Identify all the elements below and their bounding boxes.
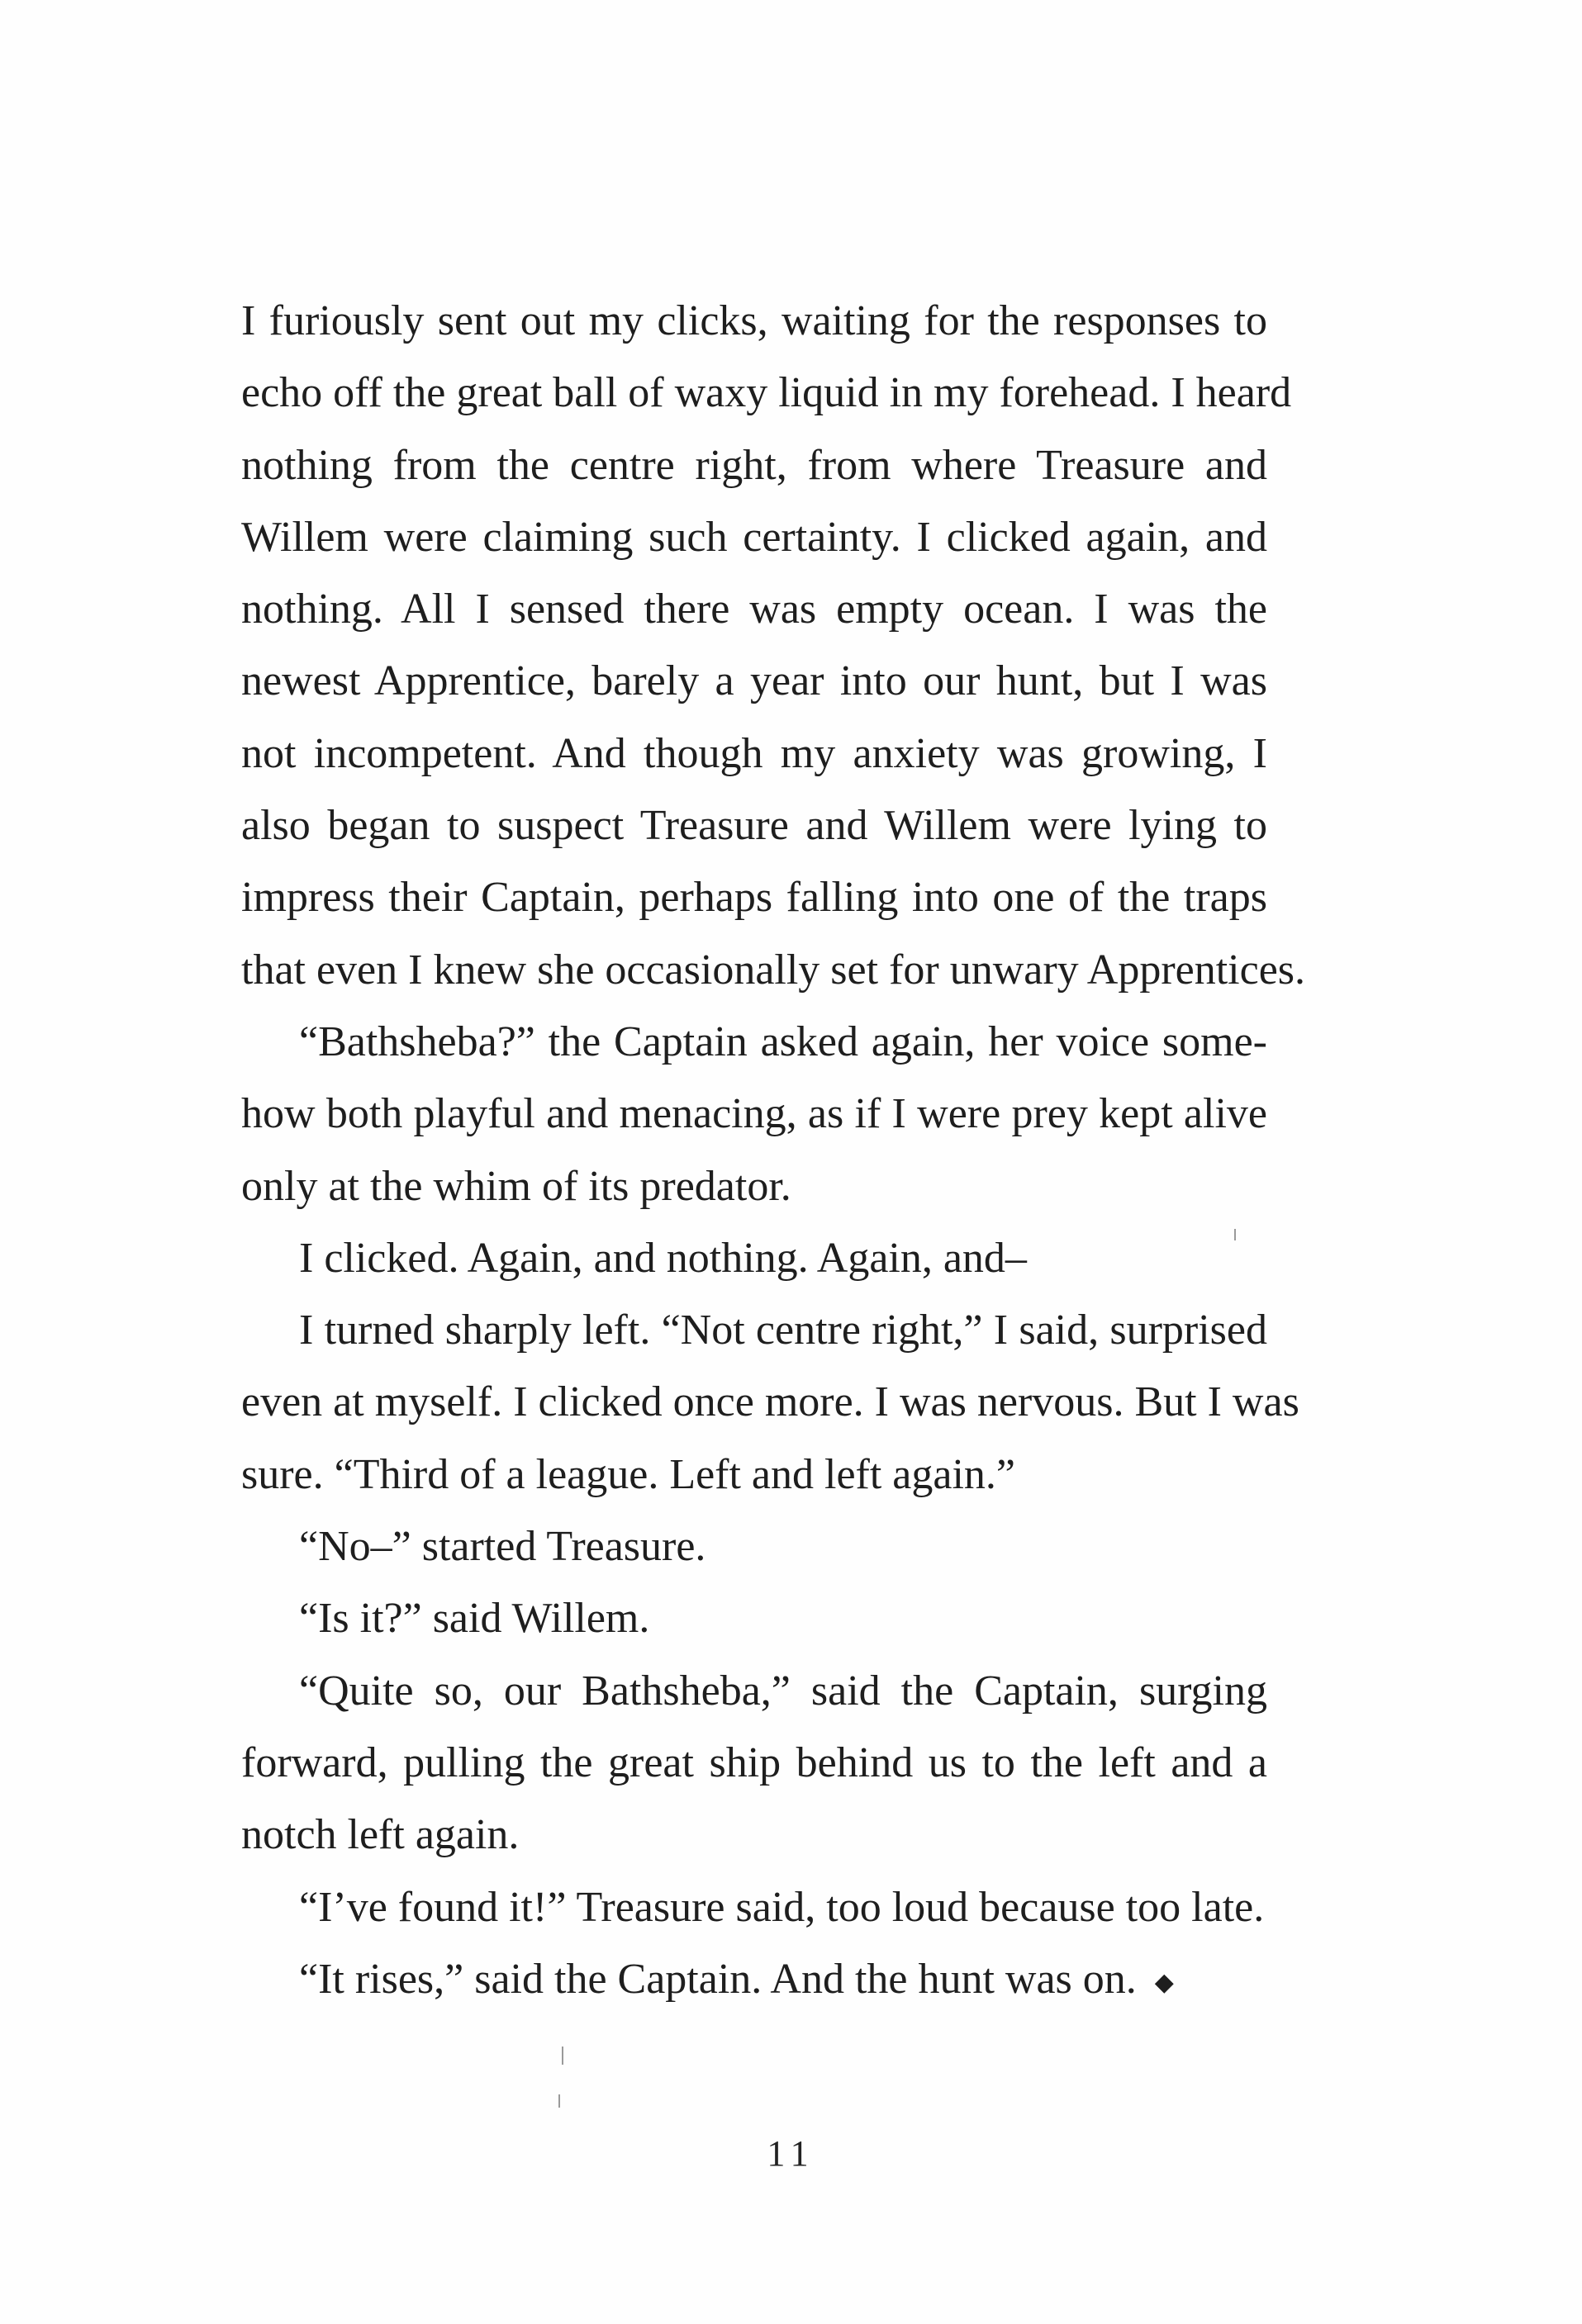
text-line xyxy=(241,718,1267,790)
text-line xyxy=(241,1222,1267,1294)
text-line-content: that even I knew she occasionally set for unwary Apprentices. xyxy=(241,946,1306,994)
text-line xyxy=(241,861,1267,933)
text-line xyxy=(241,1727,1267,1799)
text-line xyxy=(241,645,1267,717)
text-line-content: nothing from the centre right, from where Treasure and xyxy=(241,441,1267,489)
text-line xyxy=(241,934,1306,1006)
scan-speck xyxy=(558,2094,560,2108)
text-line xyxy=(241,1582,1267,1654)
text-line xyxy=(241,790,1267,861)
text-line-content: echo off the great ball of waxy liquid in my forehead. I heard xyxy=(241,369,1292,417)
text-line-content: also began to suspect Treasure and Willem were lying to xyxy=(241,802,1267,850)
text-line-content: I clicked. Again, and nothing. Again, and– xyxy=(299,1234,1027,1282)
text-line xyxy=(241,573,1267,645)
text-line-content: I furiously sent out my clicks, waiting for the responses to xyxy=(241,297,1267,344)
text-line-content: even at myself. I clicked once more. I was nervous. But I was xyxy=(241,1378,1299,1426)
text-line-content: newest Apprentice, barely a year into our hunt, but I was xyxy=(241,657,1267,705)
text-line xyxy=(241,1655,1267,1727)
scan-speck xyxy=(562,2047,563,2065)
text-line xyxy=(241,1078,1267,1150)
text-line-content: only at the whim of its predator. xyxy=(241,1162,791,1210)
text-line-content: forward, pulling the great ship behind us to the left and a xyxy=(241,1738,1267,1786)
text-line-content: “Bathsheba?” the Captain asked again, her voice some- xyxy=(299,1017,1267,1065)
section-end-ornament-icon: ◆ xyxy=(1154,1969,1174,1997)
text-line xyxy=(241,1799,1267,1871)
text-line-content: Willem were claiming such certainty. I clicked again, and xyxy=(241,513,1267,561)
text-line xyxy=(241,1439,1267,1511)
text-line-content: not incompetent. And though my anxiety was growing, I xyxy=(241,729,1267,777)
text-line xyxy=(241,1150,1267,1222)
text-line-content: “Quite so, our Bathsheba,” said the Captain, surging xyxy=(299,1667,1267,1715)
text-line xyxy=(241,285,1267,357)
text-line-content: impress their Captain, perhaps falling into one of the traps xyxy=(241,874,1267,922)
scan-speck xyxy=(1234,1229,1236,1240)
text-line xyxy=(241,1943,1267,2015)
text-line-content: sure. “Third of a league. Left and left again.” xyxy=(241,1450,1015,1498)
text-line xyxy=(241,429,1267,501)
page-number: 11 xyxy=(767,2133,815,2174)
text-line xyxy=(241,1511,1267,1582)
text-line xyxy=(241,1366,1299,1438)
text-line xyxy=(241,1294,1267,1366)
text-line-content: how both playful and menacing, as if I were prey kept alive xyxy=(241,1090,1267,1138)
text-line-content: “It rises,” said the Captain. And the hunt was on. xyxy=(299,1955,1137,2003)
text-line-content: “No–” started Treasure. xyxy=(299,1523,706,1571)
text-line-content: “Is it?” said Willem. xyxy=(299,1595,650,1643)
text-line xyxy=(241,1006,1267,1078)
text-line xyxy=(241,357,1292,429)
text-line xyxy=(241,1871,1267,1943)
text-line-content: nothing. All I sensed there was empty ocean. I was the xyxy=(241,586,1267,633)
text-line-content: “I’ve found it!” Treasure said, too loud because too late. xyxy=(299,1883,1265,1931)
text-line-content: notch left again. xyxy=(241,1811,520,1859)
text-line-content: I turned sharply left. “Not centre right,” I said, surprised xyxy=(299,1307,1267,1354)
body-text xyxy=(241,285,1306,2015)
text-line xyxy=(241,501,1267,573)
